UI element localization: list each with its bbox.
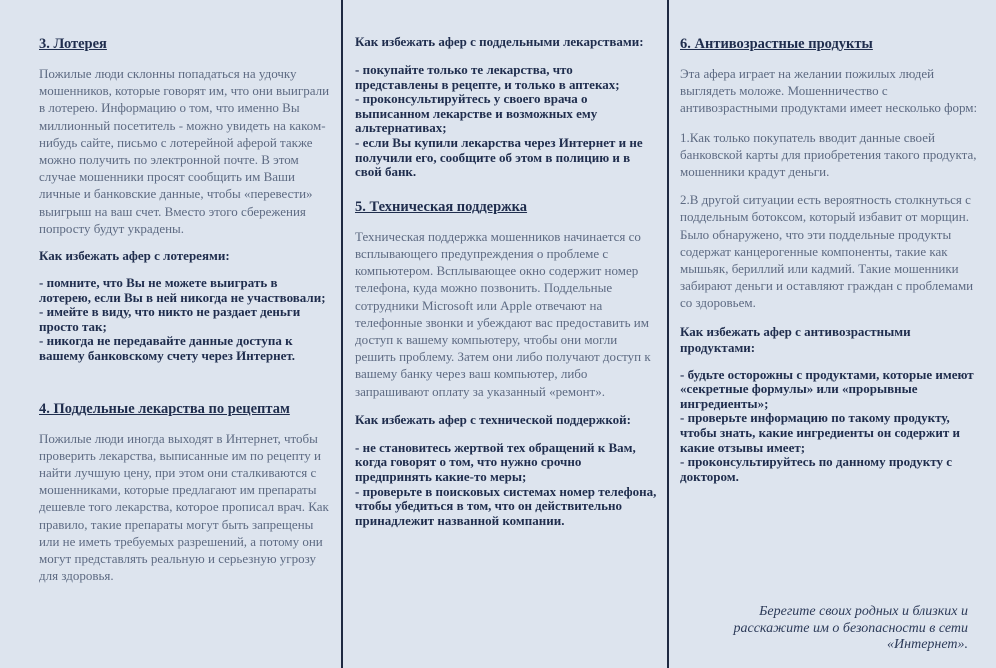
- tip-item: - имейте в виду, что никто не раздает деньги просто так;: [39, 304, 301, 334]
- lottery-tips-heading: Как избежать афер с лотереями:: [39, 248, 230, 264]
- closing-note: Берегите своих родных и близких и расскажите им о безопасности в сети «Интернет».: [733, 604, 968, 652]
- tip-item: - проконсультируйтесь по данному продукту с доктором.: [680, 454, 952, 484]
- fake-medicine-tips-list: [355, 63, 659, 180]
- anti-aging-intro: Эта афера играет на желании пожилых людей выглядеть моложе. Мошенничество с антивозрастными продуктами имеет несколько форм:: [680, 66, 978, 116]
- lottery-tips-list: [39, 276, 331, 364]
- tip-item: - будьте осторожны с продуктами, которые имеют «секретные формулы» или «прорывные ингредиенты»;: [680, 366, 974, 411]
- column-middle: [343, 0, 667, 668]
- anti-aging-tips-heading: Как избежать афер с антивозрастными продуктами:: [680, 323, 911, 355]
- lottery-body: Пожилые люди склонны попадаться на удочку мошенников, которые говорят им, что они выиграли в лотерею. Информацию о том, что именно Вы миллионный посетитель - можно увидеть на каком-нибудь сайте, письмо с лотерейной аферой также можно получить по электронной почте. В этом случае мошенники просят сообщить им Ваши личные и банковские данные, чтобы «перевести» выигрыш на ваш счет. Вместо этого сбережения попросту будут украдены.: [39, 66, 330, 236]
- tip-item: - если Вы купили лекарства через Интернет и не получили его, сообщите об этом в полицию и в свой банк.: [355, 134, 643, 180]
- fake-medicine-tips-heading: Как избежать афер с поддельными лекарствами:: [355, 34, 644, 49]
- tip-item: - проконсультируйтесь у своего врача о выписанном лекарстве и возможных ему альтернативах;: [355, 91, 598, 136]
- tip-item: - покупайте только те лекарства, что представлены в рецепте, и только в аптеках;: [355, 62, 620, 92]
- tech-support-tips-list: [355, 441, 659, 529]
- tech-support-tips-heading: Как избежать афер с технической поддержкой:: [355, 411, 631, 427]
- anti-aging-point-1: 1.Как только покупатель вводит данные своей банковской карты для приобретения такого продукта, мошенники крадут деньги.: [680, 129, 977, 180]
- tip-item: - не становитесь жертвой тех обращений к Вам, когда говорят о том, что нужно срочно предпринять какие-то меры;: [355, 439, 636, 484]
- lottery-heading: 3. Лотерея: [39, 36, 107, 52]
- column-right: [669, 0, 996, 668]
- anti-aging-tips-list: [680, 368, 986, 485]
- anti-aging-point-2: 2.В другой ситуации есть вероятность столкнуться с поддельным ботоксом, который избавит от морщин. Было обнаружено, что эти поддельные продукты содержат канцерогенные компоненты, такие как мышьяк, бериллий или кадмий. Такие мошенники забирают деньги и оставляют граждан с проблемами со здоровьем.: [680, 192, 974, 311]
- tip-item: - проверьте в поисковых системах номер телефона, чтобы убедиться в том, что он действительно принадлежит названной компании.: [355, 483, 657, 528]
- fake-medicine-body: Пожилые люди иногда выходят в Интернет, чтобы проверить лекарства, выписанные им по рецепту и найти лучшую цену, при этом они сталкиваются с мошенниками, которые предлагают им препараты дешевле того лекарства, которое прописал врач. Как правило, такие препараты могут быть запрещены или не иметь требуемых разрешений, а потому они могут представлять реальную и серьезную угрозу для здоровья.: [39, 430, 329, 584]
- tip-item: - помните, что Вы не можете выиграть в лотерею, если Вы в ней никогда не участвовали;: [39, 275, 326, 305]
- column-left: [0, 0, 341, 668]
- fake-medicine-heading: 4. Поддельные лекарства по рецептам: [39, 400, 290, 417]
- anti-aging-heading: 6. Антивозрастные продукты: [680, 36, 873, 52]
- tech-support-heading: 5. Техническая поддержка: [355, 198, 528, 215]
- tech-support-body: Техническая поддержка мошенников начинается со всплывающего предупреждения о проблеме с компьютером. Всплывающее окно содержит номер телефона, куда можно позвонить. Поддельные сотрудники Microsoft или Apple отвечают на телефонные звонки и убеждают вас предоставить им доступ к вашему компьютеру, чтобы они могли решить проблему. Затем они либо получают доступ к вашему банку через ваш компьютер, либо запрашивают оплату за указанный «ремонт».: [355, 228, 651, 399]
- tip-item: - никогда не передавайте данные доступа к вашему банковскому счету через Интернет.: [39, 333, 296, 363]
- tip-item: - проверьте информацию по такому продукту, чтобы знать, какие ингредиенты он содержит и какие отзывы имеет;: [680, 410, 960, 455]
